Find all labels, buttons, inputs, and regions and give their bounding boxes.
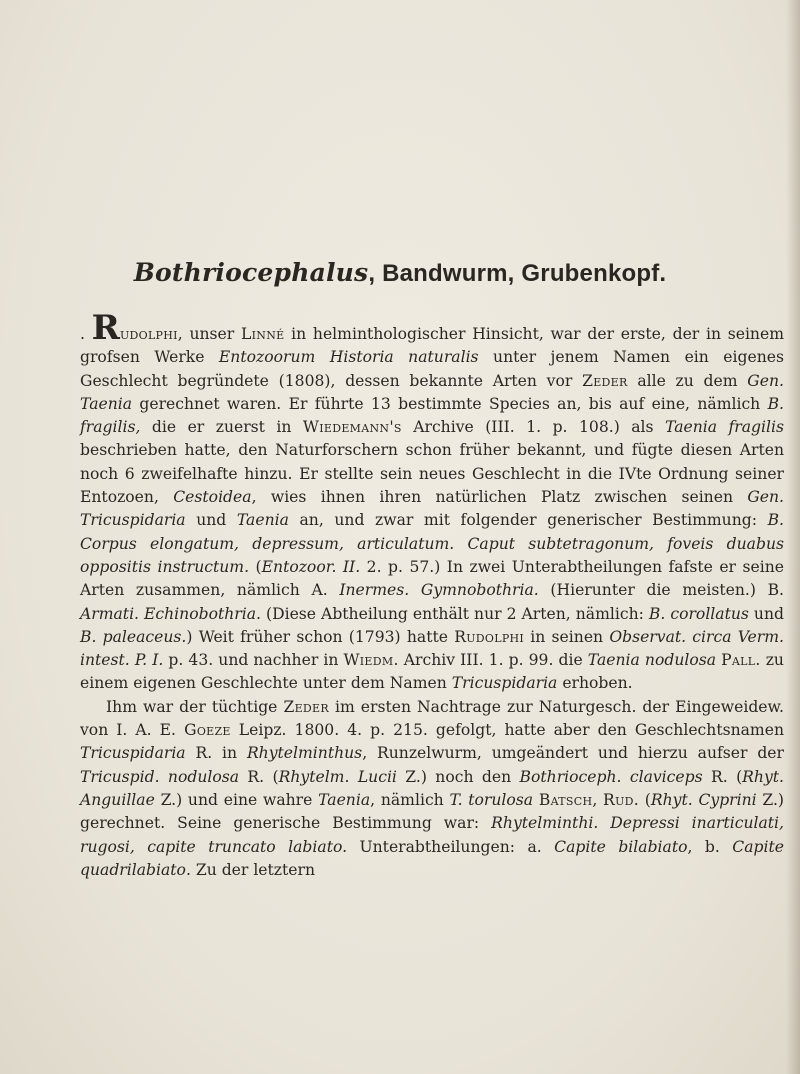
- text-run: die er zuerst in: [140, 418, 303, 437]
- italic-text: Entozoorum Historia naturalis: [218, 348, 479, 367]
- text-run: alle zu dem: [627, 371, 748, 390]
- text-run: p. 43. und nachher in: [163, 651, 344, 670]
- italic-text: B. fragilis,: [80, 394, 784, 437]
- italic-text: Rhytelminthi. Depressi inarticulati, rugosi, capite truncato labiato.: [80, 814, 784, 856]
- italic-text: Entozoor. II.: [261, 557, 361, 576]
- text-run: , unser: [177, 325, 241, 343]
- italic-text: Tricuspidaria: [451, 674, 558, 693]
- text-run: , wies ihnen ihren natürlichen Platz zwischen seinen: [251, 488, 748, 507]
- paragraph-2: [80, 696, 784, 882]
- text-run: (: [639, 790, 651, 809]
- title-german: , Bandwurm, Grubenkopf.: [368, 260, 667, 287]
- author-name: Linné: [240, 325, 285, 343]
- text-run: (Diese Abtheilung enthält nur 2 Arten, nämlich:: [260, 604, 649, 623]
- text-run: (: [249, 557, 262, 576]
- italic-text: Taenia nodulosa: [587, 651, 717, 670]
- author-name: Zeder: [283, 697, 329, 716]
- italic-text: Observat. circa Verm. intest. P. I.: [80, 627, 784, 670]
- italic-text: Rhyt. Anguillae: [80, 767, 784, 809]
- paragraph-1: [80, 308, 785, 696]
- text-run: Z.) und eine wahre: [154, 790, 319, 809]
- italic-text: Armati. Echinobothria.: [80, 604, 261, 623]
- italic-text: T. torulosa: [449, 790, 534, 809]
- text-run: R. (: [239, 767, 279, 786]
- title-latin: Bothriocephalus: [133, 258, 369, 287]
- text-run: . Zu der letztern: [185, 860, 316, 879]
- italic-text: Rhytelm. Lucii: [278, 767, 397, 786]
- text-run: gerechnet waren. Er führte 13 bestimmte Species an, bis auf eine, nämlich: [132, 394, 768, 413]
- italic-text: Cestoidea: [173, 488, 252, 507]
- author-name: Wiedemann's: [302, 418, 402, 437]
- text-run: und: [748, 604, 784, 623]
- text-run: in helminthologischer Hinsicht, war der erste, der in seinem grofsen Werke: [80, 325, 784, 367]
- author-name: Rudolphi: [454, 627, 525, 646]
- author-name: udolphi: [119, 325, 178, 343]
- text-run: an, und zwar mit folgender generischer Bestimmung:: [288, 511, 768, 530]
- italic-text: Capite quadrilabiato: [80, 837, 784, 879]
- text-run: Ihm war der tüchtige: [106, 697, 284, 716]
- text-run: Z.) noch den: [396, 767, 520, 786]
- text-run: beschrieben hatte, den Naturforschern schon früher bekannt, und fügte diesen Arten noch 6 zweifelhafte hinzu. Er stellte sein neues Geschlecht in die IVte Ordnung seiner Entozoen,: [80, 441, 784, 507]
- text-run: 2. p. 57.) In zwei Unterabtheilungen fafste er seine Arten zusammen, nämlich A.: [80, 557, 784, 600]
- text-run: , Runzelwurm, umgeändert und hierzu aufser der: [362, 744, 784, 763]
- text-run: unter jenem Namen ein eigenes Geschlecht begründete (1808), dessen bekannte Arten vor: [80, 348, 784, 390]
- page-title: [0, 258, 800, 288]
- italic-text: B. corollatus: [648, 604, 749, 623]
- text-run: , b.: [687, 837, 733, 856]
- author-name: Goeze: [184, 721, 231, 740]
- author-name: Zeder: [582, 371, 628, 390]
- text-run: (Hierunter die meisten.) B.: [538, 581, 784, 600]
- author-name: Wiedm.: [343, 651, 399, 670]
- italic-text: Capite bilabiato: [554, 837, 688, 856]
- italic-text: Gen. Taenia: [80, 371, 784, 413]
- text-run: Z.) gerechnet. Seine generische Bestimmung war:: [80, 790, 785, 833]
- text-run: Archive (III. 1. p. 108.) als: [401, 418, 666, 437]
- text-run: Unterabtheilungen: a.: [347, 837, 555, 856]
- italic-text: Gen. Tricuspidaria: [80, 488, 785, 530]
- text-run: .: [80, 325, 92, 343]
- author-name: Pall.: [721, 651, 761, 670]
- text-run: , nämlich: [370, 790, 450, 809]
- text-run: R. (: [702, 767, 743, 786]
- italic-text: Bothrioceph. claviceps: [519, 767, 703, 786]
- text-run: ) Weit früher schon (1793) hatte: [186, 627, 455, 646]
- italic-text: Rhytelminthus: [246, 744, 363, 763]
- italic-text: Inermes. Gymnobothria.: [339, 581, 539, 600]
- body-text: [80, 308, 785, 882]
- italic-text: Tricuspidaria: [80, 744, 186, 763]
- text-run: im ersten Nachtrage zur Naturgesch. der Eingeweidew. von I. A. E.: [80, 697, 784, 740]
- italic-text: Taenia: [318, 790, 371, 809]
- text-run: erhoben.: [557, 674, 633, 693]
- text-run: ,: [592, 790, 604, 809]
- italic-text: B. paleaceus.: [80, 627, 187, 646]
- italic-text: B. Corpus elongatum, depressum, articulatum. Caput subtetragonum, foveis duabus oppositis instructum.: [80, 511, 785, 576]
- text-run: R. in: [185, 744, 247, 763]
- text-run: zu einem eigenen Geschlechte unter dem Namen: [80, 651, 784, 693]
- text-run: Archiv III. 1. p. 99. die: [398, 651, 588, 670]
- italic-text: Rhyt. Cyprini: [650, 790, 757, 809]
- italic-text: Tricuspid. nodulosa: [80, 767, 240, 786]
- italic-text: Taenia: [236, 511, 289, 530]
- text-run: in seinen: [524, 627, 610, 646]
- text-run: Leipz. 1800. 4. p. 215. gefolgt, hatte aber den Geschlechtsnamen: [230, 721, 784, 740]
- page-edge-shadow: [786, 0, 800, 1074]
- italic-text: Taenia fragilis: [665, 418, 784, 437]
- author-name: Rud.: [603, 790, 640, 809]
- text-run: und: [185, 511, 237, 530]
- drop-cap: R: [91, 308, 120, 348]
- author-name: Batsch: [538, 790, 593, 809]
